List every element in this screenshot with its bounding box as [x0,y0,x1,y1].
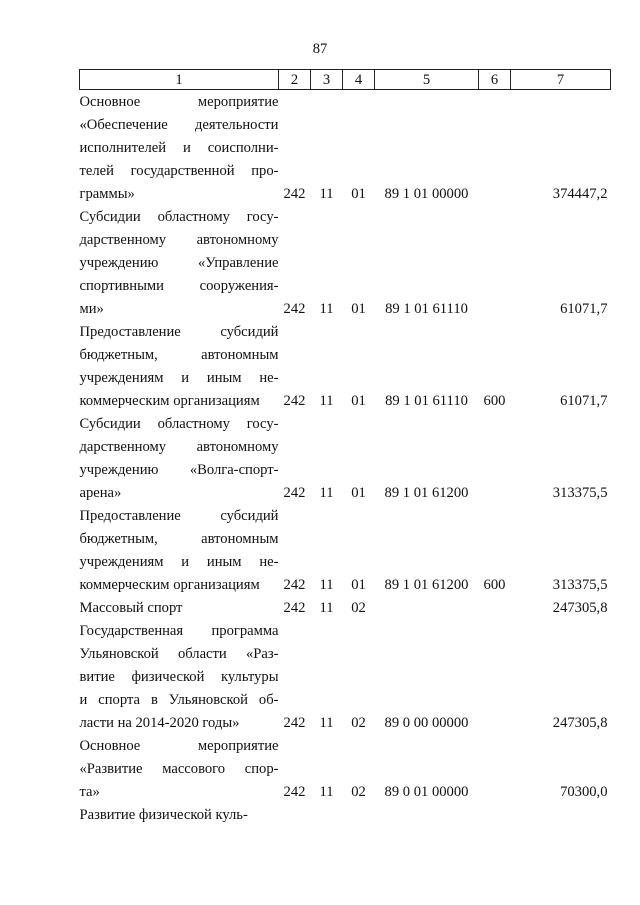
row-name-cell [80,597,279,620]
row-name-cell [80,505,279,597]
row-code-3: 11 [319,186,334,202]
row-name-line: исполнителей и соисполни- [79,140,279,156]
row-amount: 313375,5 [552,485,608,501]
row-amount: 61071,7 [560,393,608,409]
row-name-line: телей государственной про- [79,163,279,179]
row-code-6 [479,735,511,804]
header-row [80,70,611,90]
row-code-6 [479,597,511,620]
row-code-4: 01 [351,186,366,202]
row-code-6: 600 [483,393,506,409]
table-body [80,90,611,828]
table-row [80,804,611,827]
row-name-line: ласти на 2014-2020 годы» [79,715,240,731]
row-name-line: учреждению «Управление [79,255,279,271]
row-amount: 313375,5 [552,577,608,593]
row-amount: 247305,8 [552,600,608,616]
row-code-2: 242 [283,301,306,317]
row-name-line: та» [79,784,100,800]
row-name-cell [80,206,279,321]
row-code-5 [375,804,479,827]
table-row [80,321,611,413]
row-code-5: 89 0 00 00000 [384,715,469,731]
header-col-2: 2 [279,70,311,90]
row-code-6 [479,206,511,321]
row-name-line: учреждениям и иным не- [79,554,279,570]
row-name-line: спортивными сооружения- [79,278,279,294]
row-name-line: коммерческим организациям [79,577,260,593]
row-name-line: граммы» [79,186,135,202]
row-name-line: Субсидии областному госу- [79,416,279,432]
row-name-line: Предоставление субсидий [79,508,279,524]
header-col-3: 3 [311,70,343,90]
row-code-5: 89 1 01 61200 [384,577,469,593]
row-code-3: 11 [319,301,334,317]
table-row [80,206,611,321]
row-code-4: 02 [351,784,366,800]
row-code-2: 242 [283,577,306,593]
table-row [80,90,611,207]
header-col-4: 4 [343,70,375,90]
row-code-5: 89 1 01 00000 [384,186,469,202]
row-name-cell [80,321,279,413]
row-amount [511,804,611,827]
row-name-line: и спорта в Ульяновской об- [79,692,279,708]
row-code-2: 242 [283,485,306,501]
header-col-5: 5 [375,70,479,90]
row-code-3: 11 [319,485,334,501]
row-code-3 [311,804,343,827]
row-code-4: 01 [351,485,366,501]
row-code-2: 242 [283,715,306,731]
row-amount: 247305,8 [552,715,608,731]
row-name-cell [80,90,279,207]
row-name-line: Субсидии областному госу- [79,209,279,225]
row-name-line: бюджетным, автономным [79,531,279,547]
row-name-line: дарственному автономному [79,232,279,248]
row-code-5 [375,597,479,620]
row-name-cell [80,413,279,505]
row-amount: 374447,2 [552,186,608,202]
row-code-4: 02 [351,715,366,731]
row-code-6 [479,413,511,505]
row-name-cell [80,804,279,827]
row-code-5: 89 1 01 61200 [384,485,469,501]
row-code-3: 11 [319,393,334,409]
row-name-line: Развитие физической куль- [79,807,248,823]
row-code-2: 242 [283,784,306,800]
row-code-4: 01 [351,393,366,409]
row-name-line: учреждениям и иным не- [79,370,279,386]
row-code-4: 02 [351,600,366,616]
table-row [80,597,611,620]
row-code-6 [479,804,511,827]
row-code-5: 89 1 01 61110 [385,301,468,317]
row-code-3: 11 [319,784,334,800]
page-number: 87 [312,41,328,57]
table-row [80,505,611,597]
table-row [80,735,611,804]
row-code-3: 11 [319,577,334,593]
row-name-line: Основное мероприятие [79,738,279,754]
row-amount: 70300,0 [560,784,608,800]
row-code-2: 242 [283,186,306,202]
row-name-line: коммерческим организациям [79,393,260,409]
row-code-5: 89 1 01 61110 [385,393,468,409]
header-col-1: 1 [80,70,279,90]
row-code-3: 11 [319,715,334,731]
row-name-line: Предоставление субсидий [79,324,279,340]
header-col-7: 7 [511,70,611,90]
row-code-6 [479,90,511,207]
row-amount: 61071,7 [560,301,608,317]
table-row [80,413,611,505]
row-name-line: арена» [79,485,122,501]
row-name-line: витие физической культуры [79,669,279,685]
budget-table [79,69,611,827]
row-name-line: Ульяновской области «Раз- [79,646,279,662]
row-code-2: 242 [283,393,306,409]
row-code-3: 11 [319,600,334,616]
row-code-6: 600 [483,577,506,593]
row-code-4: 01 [351,577,366,593]
header-col-6: 6 [479,70,511,90]
row-code-5: 89 0 01 00000 [384,784,469,800]
row-name-line: Государственная программа [79,623,279,639]
row-name-line: Основное мероприятие [79,94,279,110]
row-name-line: дарственному автономному [79,439,279,455]
row-name-line: «Обеспечение деятельности [79,117,279,133]
row-code-6 [479,620,511,735]
row-name-line: учреждению «Волга-спорт- [79,462,279,478]
row-code-2: 242 [283,600,306,616]
row-name-line: Массовый спорт [79,600,183,616]
row-name-line: бюджетным, автономным [79,347,279,363]
row-code-2 [279,804,311,827]
table-row [80,620,611,735]
row-name-cell [80,620,279,735]
row-code-4 [343,804,375,827]
row-code-4: 01 [351,301,366,317]
row-name-line: «Развитие массового спор- [79,761,279,777]
row-name-cell [80,735,279,804]
row-name-line: ми» [79,301,104,317]
